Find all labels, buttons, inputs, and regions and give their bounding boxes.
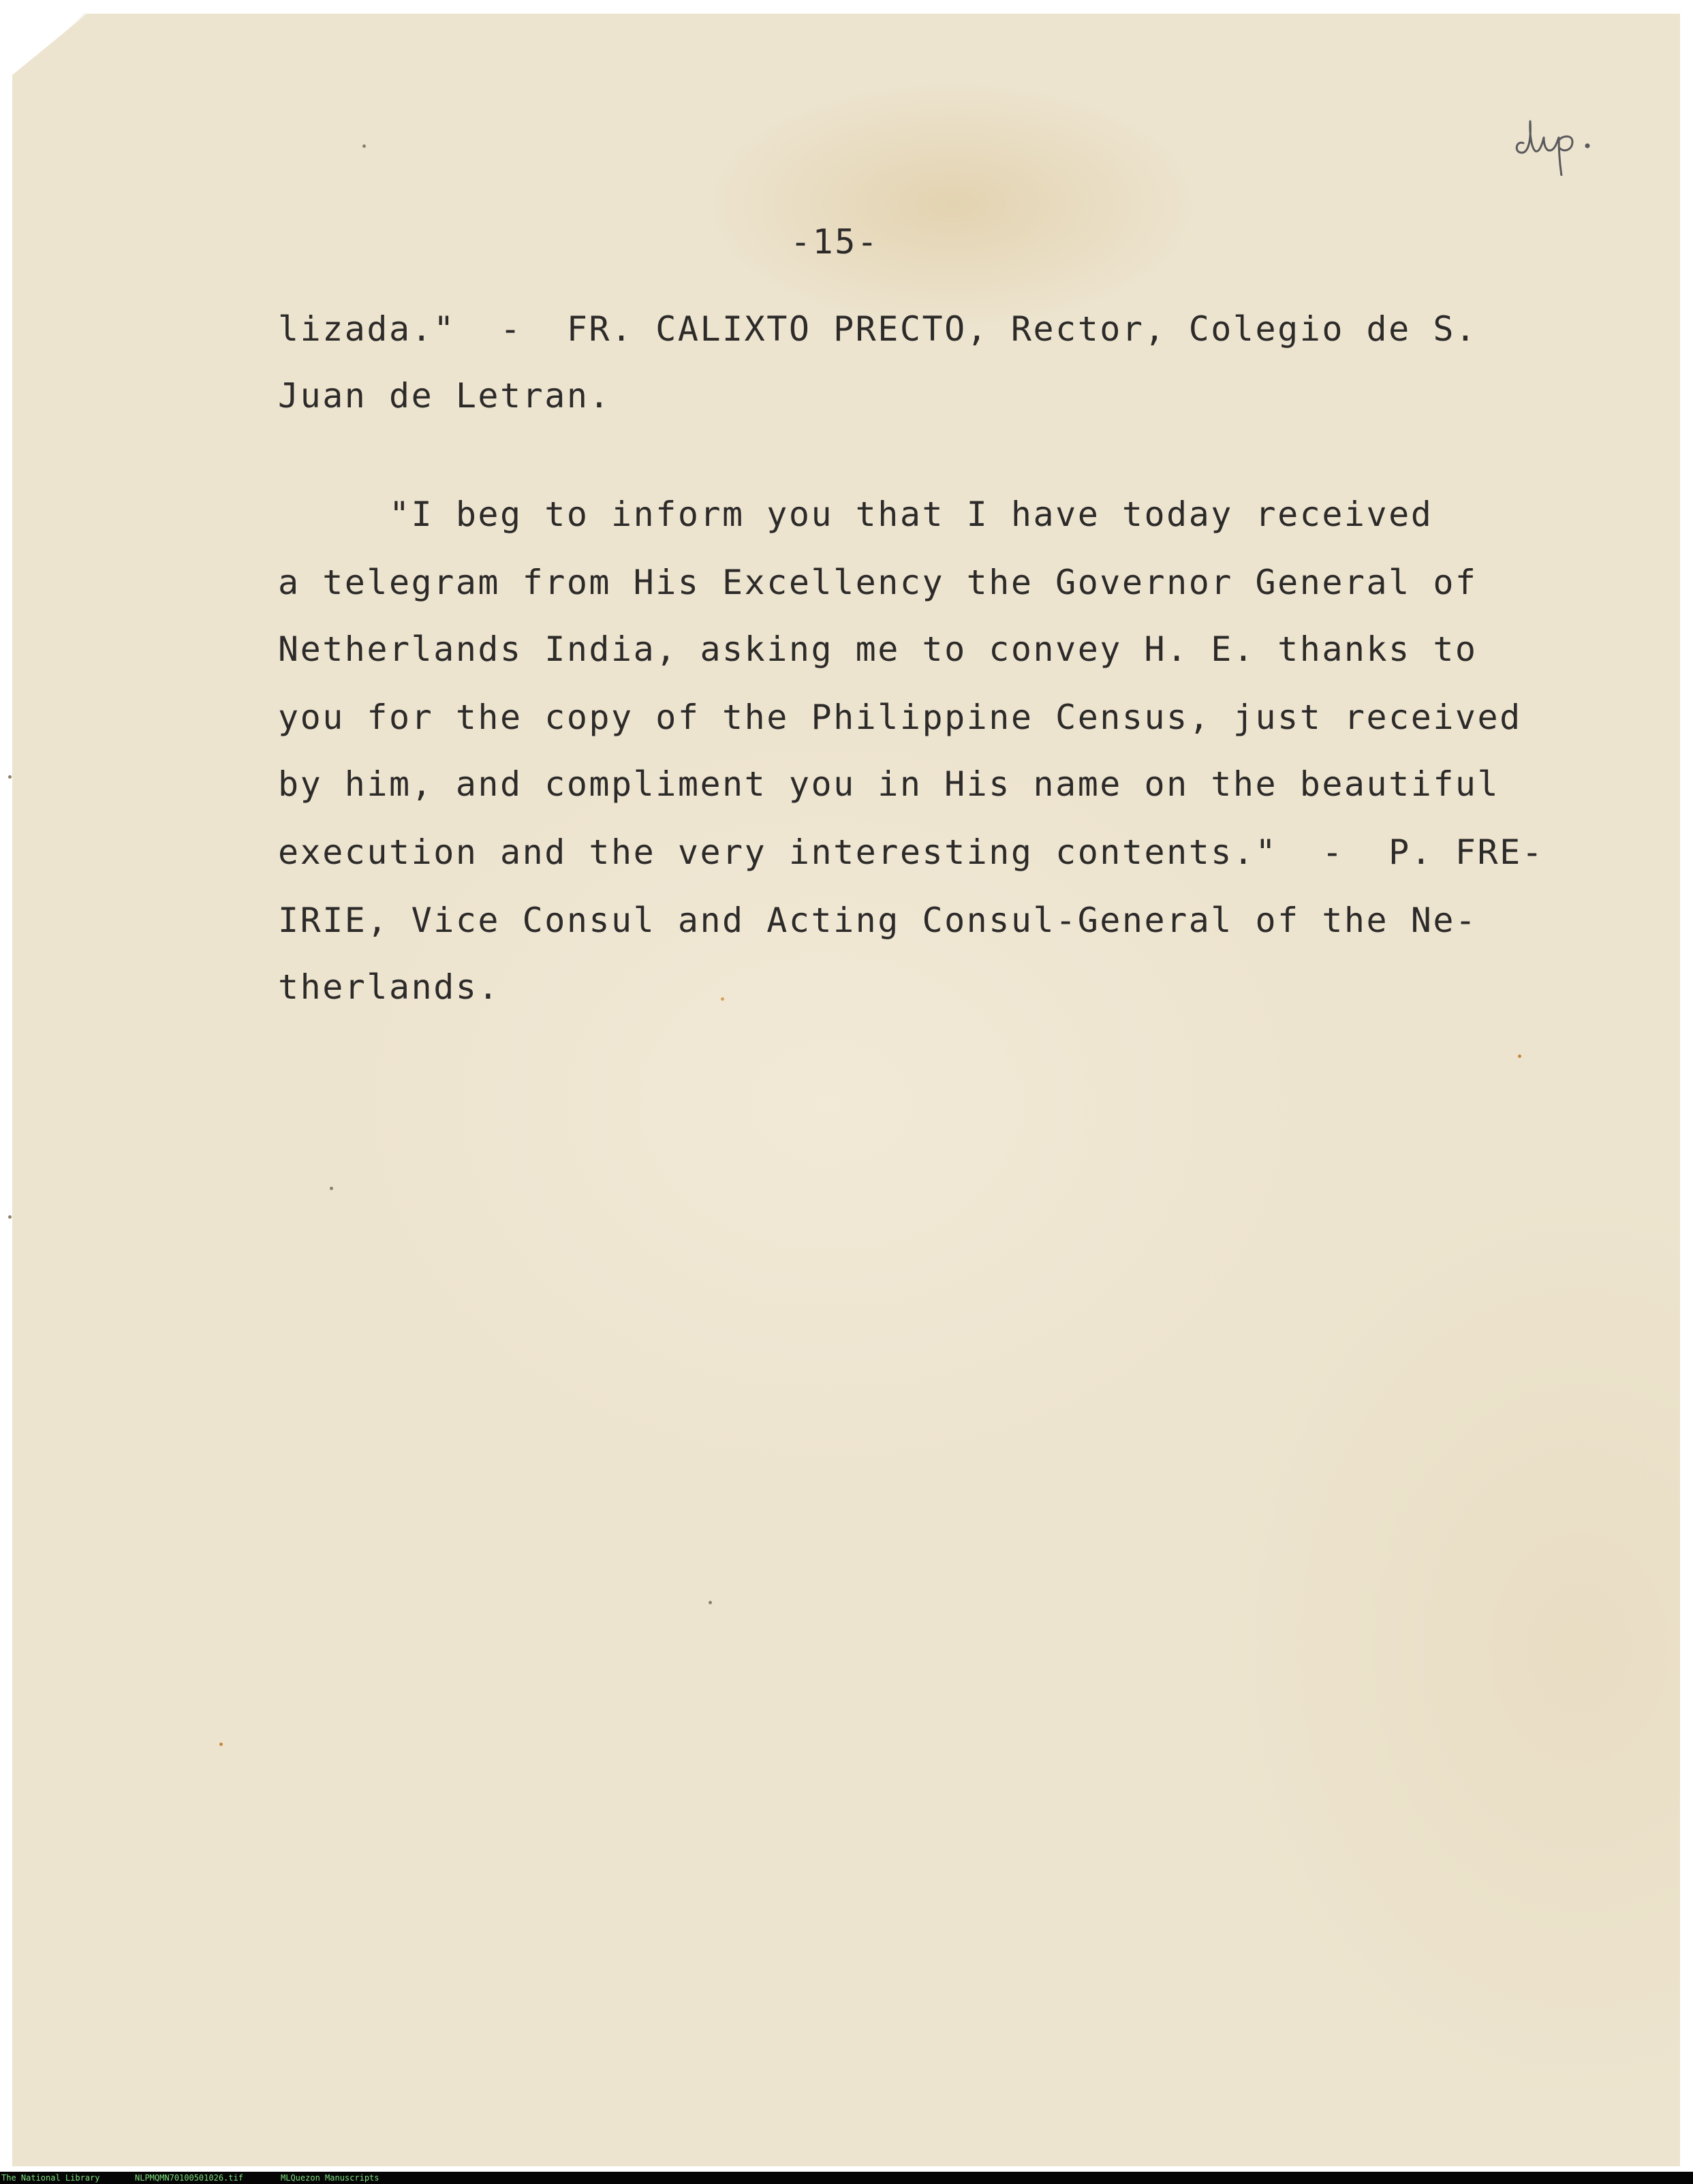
paper-speck: [721, 997, 724, 1001]
footer-bar: [0, 2172, 1693, 2184]
text-line: you for the copy of the Philippine Census, just received: [278, 698, 1522, 737]
paper-speck: [330, 1187, 333, 1190]
paper-speck: [709, 1601, 712, 1604]
text-line: Netherlands India, asking me to convey H. E. thanks to: [278, 629, 1478, 669]
text-line: IRIE, Vice Consul and Acting Consul-General of the Ne-: [278, 901, 1478, 940]
paper-speck: [362, 144, 366, 148]
text-line: execution and the very interesting contents." - P. FRE-: [278, 832, 1544, 872]
paper-speck: [8, 775, 12, 779]
footer-filename: NLPMQMN70100501026.tif: [135, 2173, 243, 2183]
page-number: -15-: [790, 222, 880, 262]
footer-library: The National Library: [1, 2173, 100, 2183]
text-line: lizada." - FR. CALIXTO PRECTO, Rector, Colegio de S.: [278, 309, 1478, 349]
paper-speck: [1518, 1055, 1521, 1058]
text-line: Juan de Letran.: [278, 376, 612, 416]
text-line: by him, and compliment you in His name on the beautiful: [278, 764, 1500, 804]
handwritten-margin-note: [1511, 101, 1620, 176]
text-line: therlands.: [278, 967, 501, 1007]
text-line: "I beg to inform you that I have today received: [278, 495, 1433, 534]
footer-collection: MLQuezon Manuscripts: [281, 2173, 379, 2183]
paper-speck: [219, 1743, 223, 1746]
text-line: a telegram from His Excellency the Governor General of: [278, 563, 1478, 602]
paper-speck: [8, 1215, 12, 1219]
